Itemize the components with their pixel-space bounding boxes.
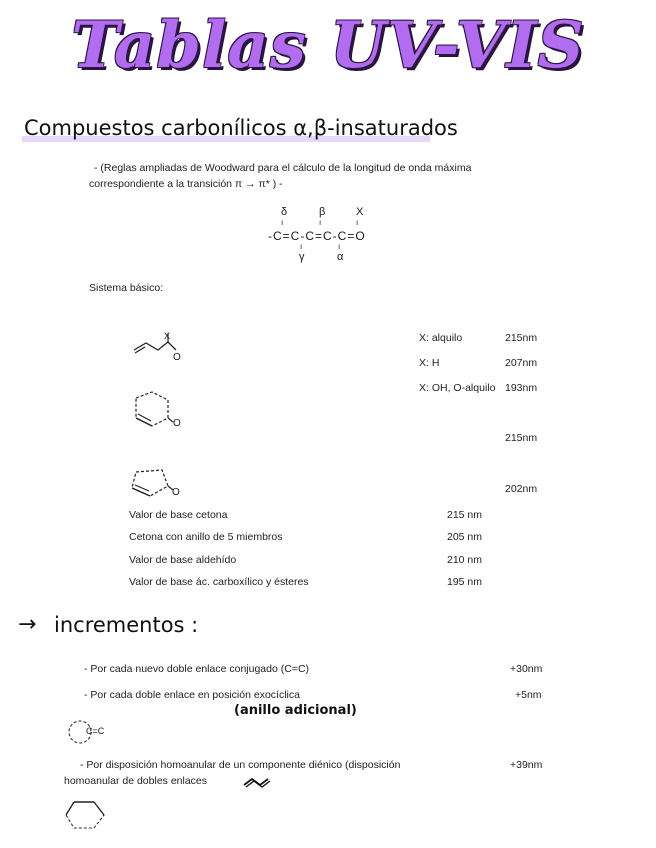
arrow-icon: → xyxy=(18,612,37,637)
base-value: 205 nm xyxy=(447,531,483,543)
base-value: 215 nm xyxy=(447,509,483,521)
enone-structure-icon xyxy=(130,330,190,370)
scheme-beta: β xyxy=(319,206,326,218)
x-row-label: X: OH, O-alquilo xyxy=(419,382,496,394)
rule-line-1: - (Reglas ampliadas de Woodward para el cálculo de la longitud de onda máxima xyxy=(94,162,472,174)
x-row-value: 193nm xyxy=(505,382,538,394)
page-title: Tablas UV-VIS xyxy=(71,8,585,83)
zigzag-double-bond-icon xyxy=(242,775,274,789)
homoannular-line-1: - Por disposición homoanular de un componente diénico (disposición xyxy=(80,759,401,771)
base-value-label: Valor de base ác. carboxílico y ésteres xyxy=(129,576,309,588)
base-value-label: Valor de base aldehído xyxy=(129,554,237,566)
x-row-value: 207nm xyxy=(505,357,538,369)
increment-value: +5nm xyxy=(515,689,542,701)
cyclopentenone-icon xyxy=(128,466,188,504)
base-value-label: Valor de base cetona xyxy=(129,509,228,521)
base-value: 195 nm xyxy=(447,576,483,588)
homoannular-value: +39nm xyxy=(510,759,543,771)
section-heading-increments: incrementos : xyxy=(54,613,199,637)
x-row-value: 215nm xyxy=(505,332,538,344)
rule-line-2: correspondiente a la transición π → π* ) - xyxy=(89,178,283,190)
conjugation-scheme xyxy=(262,206,402,268)
scheme-delta: δ xyxy=(281,206,288,218)
basic-system-label: Sistema básico: xyxy=(89,282,164,294)
scheme-alpha: α xyxy=(337,251,344,263)
scheme-tick: ı xyxy=(281,218,284,227)
struct-o-label: O xyxy=(172,487,180,498)
cyclohexadiene-icon xyxy=(64,798,108,834)
scheme-tick: ı xyxy=(356,218,359,227)
homoannular-line-2: homoanular de dobles enlaces xyxy=(64,775,208,787)
scheme-chain: -C=C-C=C-C=O xyxy=(268,229,366,243)
x-row-label: X: alquilo xyxy=(419,332,463,344)
scheme-tick: ı xyxy=(338,242,341,251)
base-value: 210 nm xyxy=(447,554,483,566)
struct-x-label: X xyxy=(164,331,171,341)
ring6-value: 215nm xyxy=(505,432,538,444)
handwritten-note: (anillo adicional) xyxy=(234,703,357,718)
increment-value: +30nm xyxy=(510,663,543,675)
ring5-value: 202nm xyxy=(505,483,538,495)
struct-o-label: O xyxy=(173,418,181,429)
base-value-label: Cetona con anillo de 5 miembros xyxy=(129,531,283,543)
scheme-tick: ı xyxy=(300,242,303,251)
scheme-tick: ı xyxy=(319,218,322,227)
exo-label: C=C xyxy=(86,726,105,736)
section-heading-carbonyl: Compuestos carbonílicos α,β-insaturados xyxy=(24,116,458,140)
scheme-gamma: γ xyxy=(299,251,305,263)
increment-item: - Por cada nuevo doble enlace conjugado (C=C) xyxy=(84,663,310,675)
scheme-x: X xyxy=(356,206,364,218)
struct-o-label: O xyxy=(173,352,181,363)
x-row-label: X: H xyxy=(419,357,440,369)
increment-item: - Por cada doble enlace en posición exocíclica xyxy=(84,689,300,701)
